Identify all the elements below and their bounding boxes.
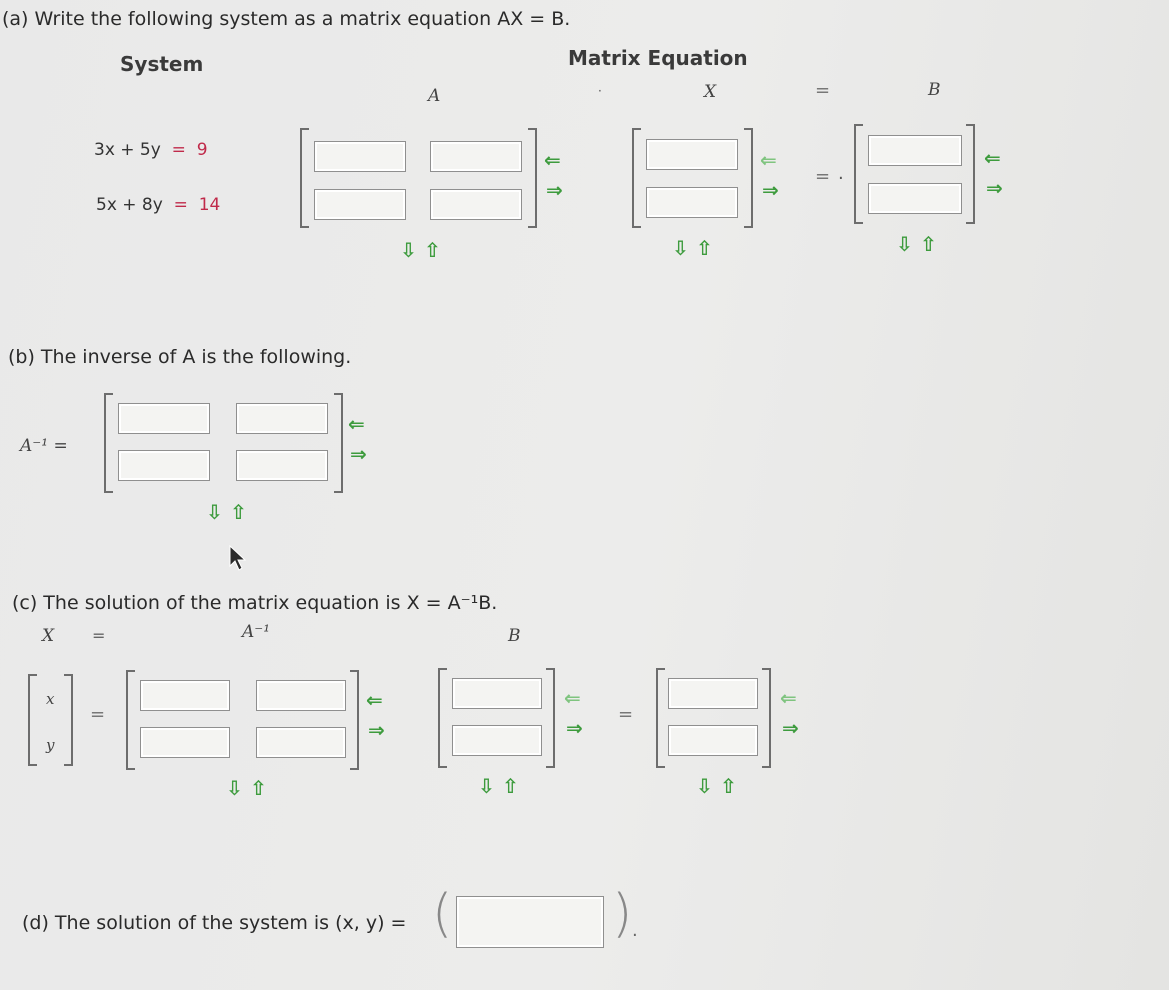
matrix-b-left-bracket [854,124,863,224]
matrix-c-ainv-add-column-icon[interactable]: ⇐ [366,688,383,712]
part-a-prompt: (a) Write the following system as a matrix equation AX = B. [2,8,571,30]
matrix-c-result-right-bracket [762,668,771,768]
equals-sign-header: = [815,80,831,101]
matrix-ainv-add-row-icon[interactable]: ⇩ [206,500,223,524]
label-X: X [704,82,717,102]
equals-sign-c2: = [618,704,634,725]
equals-sign-c1: = [90,704,106,725]
matrix-ainv-cell-22[interactable] [236,450,328,481]
matrix-a-right-bracket [528,128,537,228]
label-B: B [928,80,941,100]
matrix-a-cell-12[interactable] [430,141,522,172]
matrix-c-ainv-cell-22[interactable] [256,727,346,758]
label-A: A [428,86,441,106]
matrix-ainv-add-column-icon[interactable]: ⇐ [348,412,365,436]
matrix-c-b-cell-2[interactable] [452,725,542,756]
matrix-b-add-column-icon[interactable]: ⇐ [984,146,1001,170]
matrix-b-right-bracket [966,124,975,224]
equation-1: 3x + 5y = 9 [94,140,208,160]
matrix-c-ainv-right-bracket [350,670,359,770]
answer-period: . [632,920,638,941]
answer-left-paren: ( [432,884,453,944]
matrix-c-ainv-cell-12[interactable] [256,680,346,711]
vector-xy-left-bracket [28,674,37,766]
part-c-prompt: (c) The solution of the matrix equation is X = A⁻¹B. [12,592,498,614]
matrix-x-remove-row-icon[interactable]: ⇧ [696,236,713,260]
matrix-c-b-add-row-icon[interactable]: ⇩ [478,774,495,798]
matrix-x-add-column-icon[interactable]: ⇐ [760,148,777,172]
matrix-a-remove-column-icon[interactable]: ⇒ [546,178,563,202]
matrix-x-remove-column-icon[interactable]: ⇒ [762,178,779,202]
matrix-c-result-add-column-icon[interactable]: ⇐ [780,686,797,710]
label-c-X: X [42,626,55,646]
matrix-b-add-row-icon[interactable]: ⇩ [896,232,913,256]
matrix-c-ainv-cell-11[interactable] [140,680,230,711]
label-a-inverse: A⁻¹ = [20,436,68,456]
equals-sign-a: = [815,166,831,187]
matrix-ainv-right-bracket [334,393,343,493]
matrix-a-left-bracket [300,128,309,228]
vector-x: x [46,690,55,708]
matrix-a-cell-21[interactable] [314,189,406,220]
matrix-ainv-cell-11[interactable] [118,403,210,434]
matrix-c-ainv-left-bracket [126,670,135,770]
answer-right-paren: ) [612,884,633,944]
matrix-c-ainv-remove-row-icon[interactable]: ⇧ [250,776,267,800]
matrix-c-result-cell-2[interactable] [668,725,758,756]
matrix-ainv-left-bracket [104,393,113,493]
matrix-c-result-cell-1[interactable] [668,678,758,709]
matrix-equation-header: Matrix Equation [568,46,748,70]
matrix-a-cell-22[interactable] [430,189,522,220]
matrix-c-result-remove-row-icon[interactable]: ⇧ [720,774,737,798]
matrix-c-b-remove-column-icon[interactable]: ⇒ [566,716,583,740]
vector-xy-right-bracket [64,674,73,766]
matrix-c-result-left-bracket [656,668,665,768]
matrix-a-remove-row-icon[interactable]: ⇧ [424,238,441,262]
matrix-ainv-cell-12[interactable] [236,403,328,434]
matrix-c-ainv-add-row-icon[interactable]: ⇩ [226,776,243,800]
label-c-a-inverse: A⁻¹ [242,622,271,642]
mouse-cursor-icon [228,544,248,572]
matrix-ainv-cell-21[interactable] [118,450,210,481]
matrix-b-remove-column-icon[interactable]: ⇒ [986,176,1003,200]
matrix-c-b-add-column-icon[interactable]: ⇐ [564,686,581,710]
matrix-c-b-right-bracket [546,668,555,768]
matrix-x-right-bracket [744,128,753,228]
matrix-x-left-bracket [632,128,641,228]
matrix-a-add-row-icon[interactable]: ⇩ [400,238,417,262]
matrix-b-cell-2[interactable] [868,183,962,214]
matrix-ainv-remove-row-icon[interactable]: ⇧ [230,500,247,524]
matrix-x-cell-1[interactable] [646,139,738,170]
matrix-c-result-remove-column-icon[interactable]: ⇒ [782,716,799,740]
matrix-x-cell-2[interactable] [646,187,738,218]
matrix-c-ainv-remove-column-icon[interactable]: ⇒ [368,718,385,742]
part-b-prompt: (b) The inverse of A is the following. [8,346,352,368]
equation-2: 5x + 8y = 14 [96,195,221,215]
part-d-prompt: (d) The solution of the system is (x, y) = [22,912,407,934]
label-c-equals: = [92,626,106,645]
solution-input[interactable] [456,896,604,948]
matrix-c-result-add-row-icon[interactable]: ⇩ [696,774,713,798]
vector-y: y [46,736,55,754]
matrix-b-remove-row-icon[interactable]: ⇧ [920,232,937,256]
system-header: System [120,52,204,76]
matrix-a-add-column-icon[interactable]: ⇐ [544,148,561,172]
matrix-ainv-remove-column-icon[interactable]: ⇒ [350,442,367,466]
matrix-x-add-row-icon[interactable]: ⇩ [672,236,689,260]
matrix-c-ainv-cell-21[interactable] [140,727,230,758]
matrix-a-cell-11[interactable] [314,141,406,172]
matrix-b-cell-1[interactable] [868,135,962,166]
matrix-c-b-left-bracket [438,668,447,768]
matrix-c-b-cell-1[interactable] [452,678,542,709]
matrix-c-b-remove-row-icon[interactable]: ⇧ [502,774,519,798]
label-c-B: B [508,626,521,646]
